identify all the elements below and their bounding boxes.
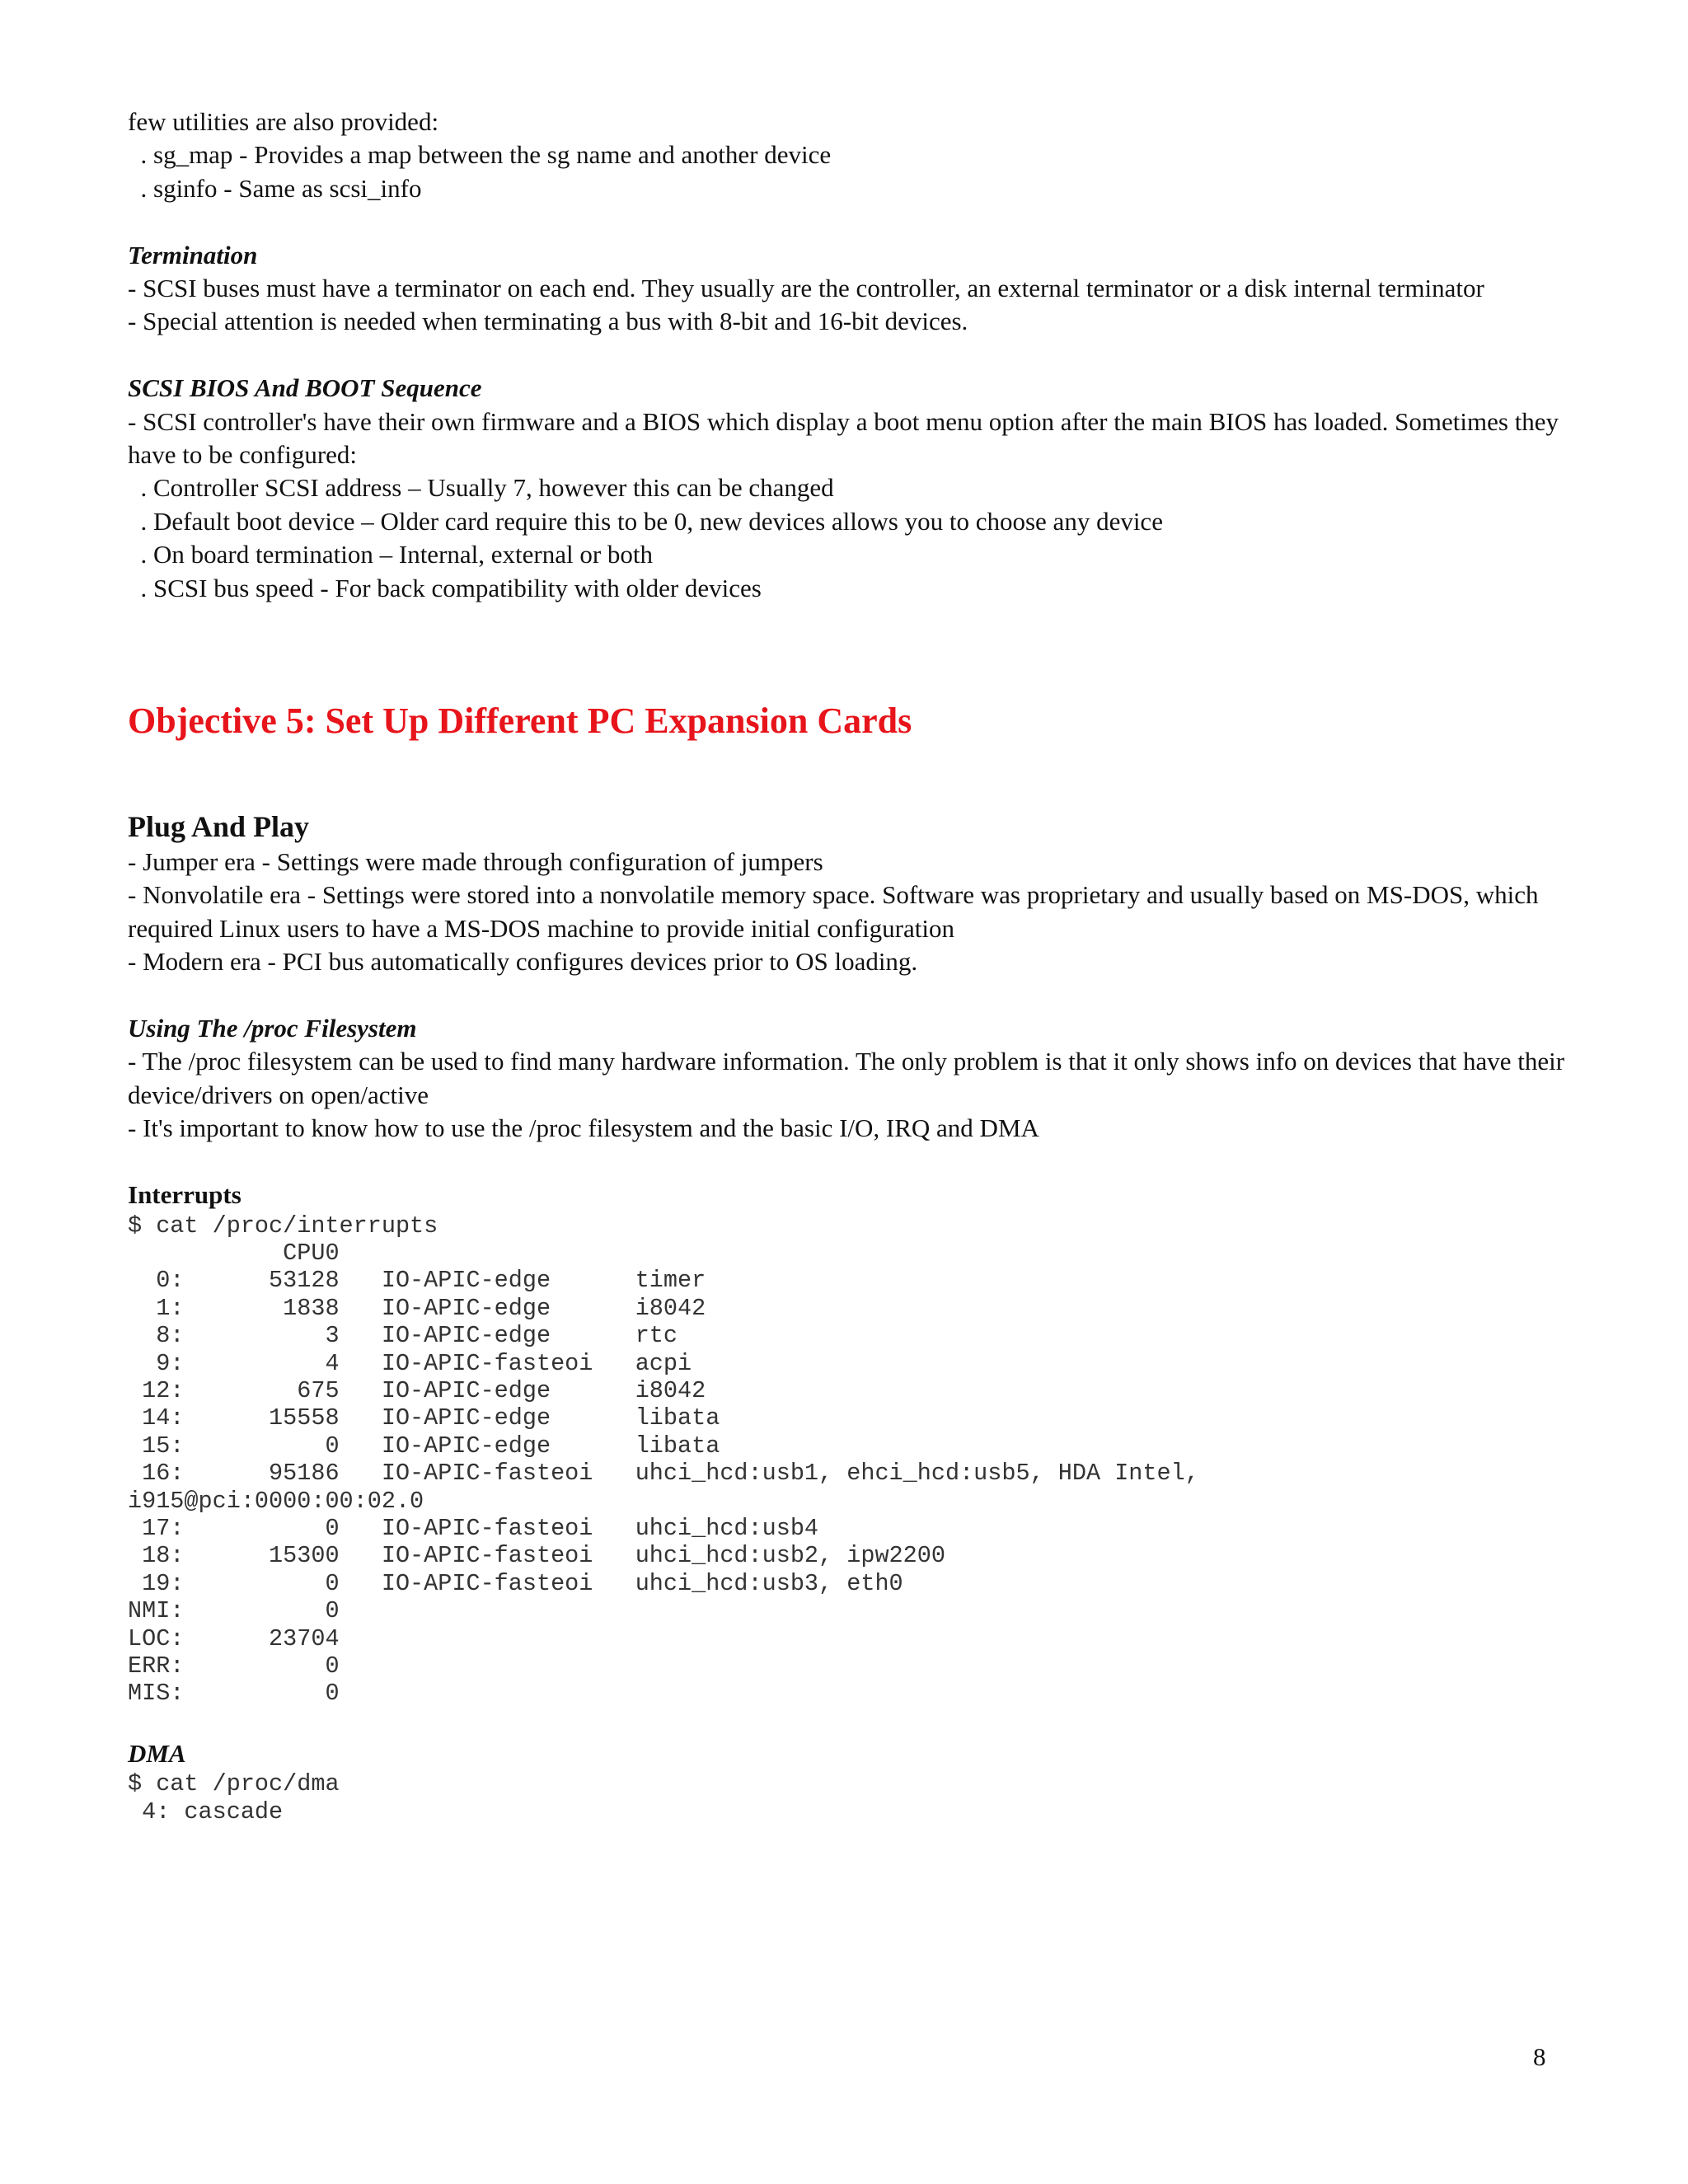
list-item: . On board termination – Internal, external or both — [128, 540, 654, 569]
list-item: . SCSI bus speed - For back compatibility with older devices — [128, 573, 762, 602]
section-heading-interrupts: Interrupts — [128, 1180, 241, 1210]
paragraph: - It's important to know how to use the /proc filesystem and the basic I/O, IRQ and DMA — [128, 1113, 1039, 1143]
code-block-interrupts: $ cat /proc/interrupts CPU0 0: 53128 IO-APIC-edge timer 1: 1838 IO-APIC-edge i8042 8: 3 IO-APIC-edge rtc 9: 4 IO-APIC-fasteoi acpi 12: 675 IO-APIC-edge i8042 14: 15558 IO-APIC-edge libata 15: 0 IO-APIC-edge libata 16: 95186 IO-APIC-fasteoi uhci_hcd:usb1, ehci_hcd:usb5, HDA Intel, i915@pci:0000:00:02.0 17: 0 IO-APIC-fasteoi uhci_hcd:usb4 18: 15300 IO-APIC-fasteoi uhci_hcd:usb2, ipw2200 19: 0 IO-APIC-fasteoi uhci_hcd:usb3, eth0 NMI: 0 LOC: 23704 ERR: 0 MIS: 0 — [128, 1212, 1199, 1708]
paragraph: - SCSI buses must have a terminator on each end. They usually are the controller, an external terminator or a disk internal terminator — [128, 274, 1484, 303]
paragraph: - Modern era - PCI bus automatically configures devices prior to OS loading. — [128, 947, 918, 977]
section-heading-dma: DMA — [128, 1738, 186, 1768]
list-item: . Default boot device – Older card require this to be 0, new devices allows you to choose any device — [128, 506, 1163, 536]
intro-text: few utilities are also provided: — [128, 107, 439, 136]
list-item: . Controller SCSI address – Usually 7, however this can be changed — [128, 473, 834, 503]
code-block-dma: $ cat /proc/dma 4: cascade — [128, 1770, 340, 1825]
document-page — [128, 105, 1578, 1825]
paragraph: - SCSI controller's have their own firmware and a BIOS which display a boot menu option after the main BIOS has loaded. Sometimes they have to be configured: — [128, 406, 1559, 470]
section-heading-proc-filesystem: Using The /proc Filesystem — [128, 1014, 417, 1043]
paragraph: - The /proc filesystem can be used to find many hardware information. The only problem is that it only shows info on devices that have their device/drivers on open/active — [128, 1047, 1565, 1109]
paragraph: - Special attention is needed when terminating a bus with 8-bit and 16-bit devices. — [128, 307, 968, 336]
section-heading-scsi-bios: SCSI BIOS And BOOT Sequence — [128, 373, 482, 403]
paragraph: - Jumper era - Settings were made through configuration of jumpers — [128, 847, 823, 877]
page-number: 8 — [1533, 2042, 1546, 2071]
section-heading-plug-and-play: Plug And Play — [128, 810, 310, 844]
paragraph: - Nonvolatile era - Settings were stored into a nonvolatile memory space. Software was proprietary and usually based on MS-DOS, which required Linux users to have a MS-DOS machine to provide initial configuration — [128, 880, 1539, 943]
list-item: . sg_map - Provides a map between the sg name and another device — [128, 140, 832, 170]
objective-title: Objective 5: Set Up Different PC Expansion Cards — [128, 701, 912, 742]
section-heading-termination: Termination — [128, 240, 258, 269]
list-item: . sginfo - Same as scsi_info — [128, 173, 422, 203]
